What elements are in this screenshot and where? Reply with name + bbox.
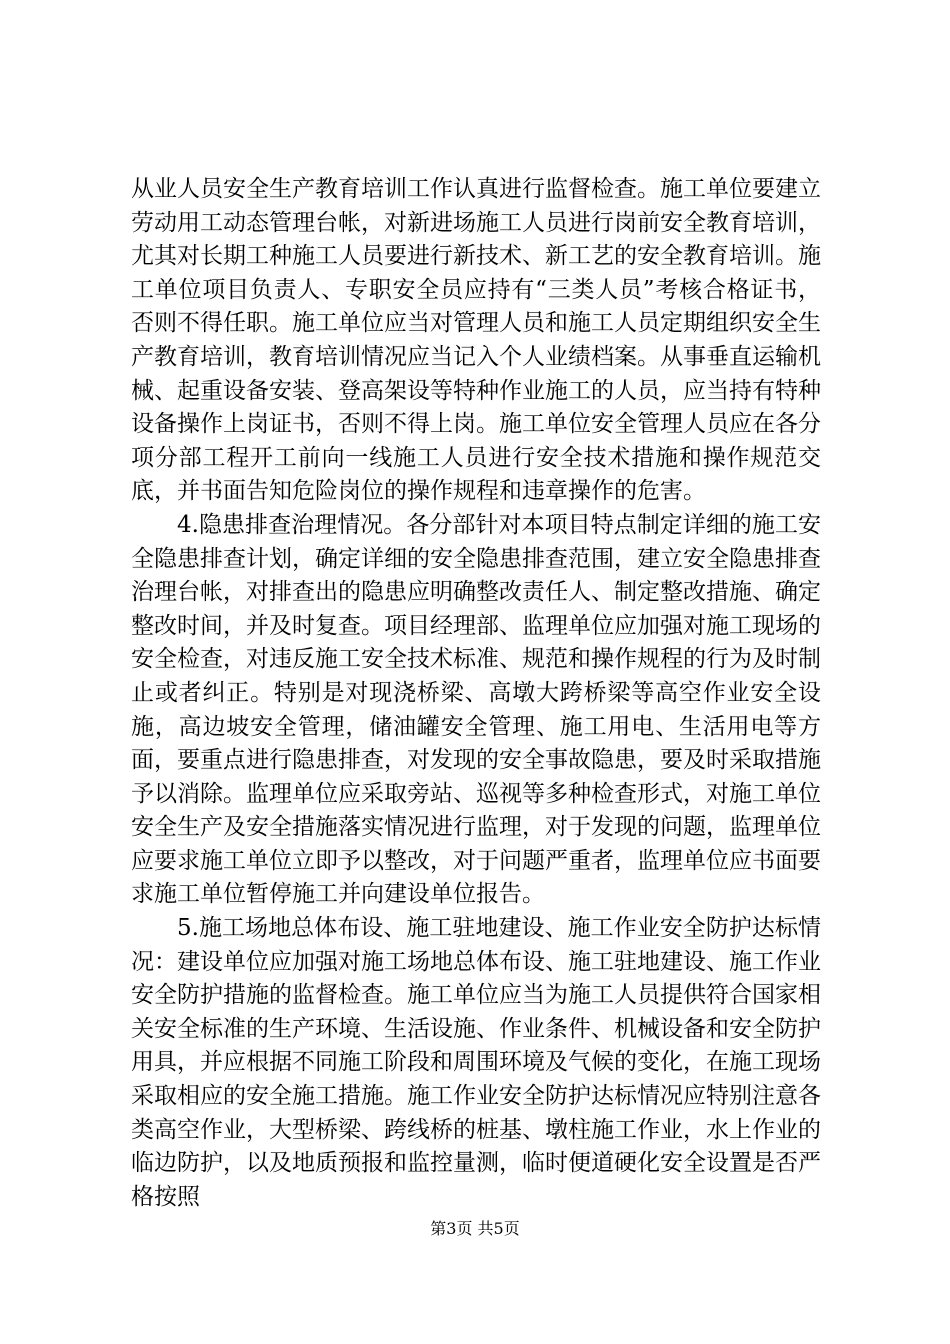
- paragraph-training: 从业人员安全生产教育培训工作认真进行监督检查。施工单位要建立劳动用工动态管理台帐，对新进场施工人员进行岗前安全教育培训，尤其对长期工种施工人员要进行新技术、新工艺的安全教育培训。施工单位项目负责人、专职安全员应持有“三类人员”考核合格证书，否则不得任职。施工单位应当对管理人员和施工人员定期组织安全生产教育培训，教育培训情况应当记入个人业绩档案。从事垂直运输机械、起重设备安装、登高架设等特种作业施工的人员，应当持有特种设备操作上岗证书，否则不得上岗。施工单位安全管理人员应在各分项分部工程开工前向一线施工人员进行安全技术措施和操作规范交底，并书面告知危险岗位的操作规程和违章操作的危害。: [131, 176, 821, 505]
- paragraph-hazard-inspection: 4.隐患排查治理情况。各分部针对本项目特点制定详细的施工安全隐患排查计划，确定详细的安全隐患排查范围，建立安全隐患排查治理台帐，对排查出的隐患应明确整改责任人、制定整改措施、确定整改时间，并及时复查。项目经理部、监理单位应加强对施工现场的安全检查，对违反施工安全技术标准、规范和操作规程的行为及时制止或者纠正。特别是对现浇桥梁、高墩大跨桥梁等高空作业安全设施，高边坡安全管理，储油罐安全管理、施工用电、生活用电等方面，要重点进行隐患排查，对发现的安全事故隐患，要及时采取措施予以消除。监理单位应采取旁站、巡视等多种检查形式，对施工单位安全生产及安全措施落实情况进行监理，对于发现的问题，监理单位应要求施工单位立即予以整改，对于问题严重者，监理单位应书面要求施工单位暂停施工并向建设单位报告。: [131, 511, 821, 908]
- document-body: [131, 173, 821, 1214]
- page-footer: [0, 1219, 950, 1239]
- paragraph-site-layout: 5.施工场地总体布设、施工驻地建设、施工作业安全防护达标情况：建设单位应加强对施工场地总体布设、施工驻地建设、施工作业安全防护措施的监督检查。施工单位应当为施工人员提供符合国家相关安全标准的生产环境、生活设施、作业条件、机械设备和安全防护用具，并应根据不同施工阶段和周围环境及气候的变化，在施工现场采取相应的安全施工措施。施工作业安全防护达标情况应特别注意各类高空作业，大型桥梁、跨线桥的桩基、墩柱施工作业，水上作业的临边防护，以及地质预报和监控量测，临时便道硬化安全设置是否严格按照: [131, 915, 821, 1210]
- page-number: 第3页 共5页: [430, 1219, 520, 1238]
